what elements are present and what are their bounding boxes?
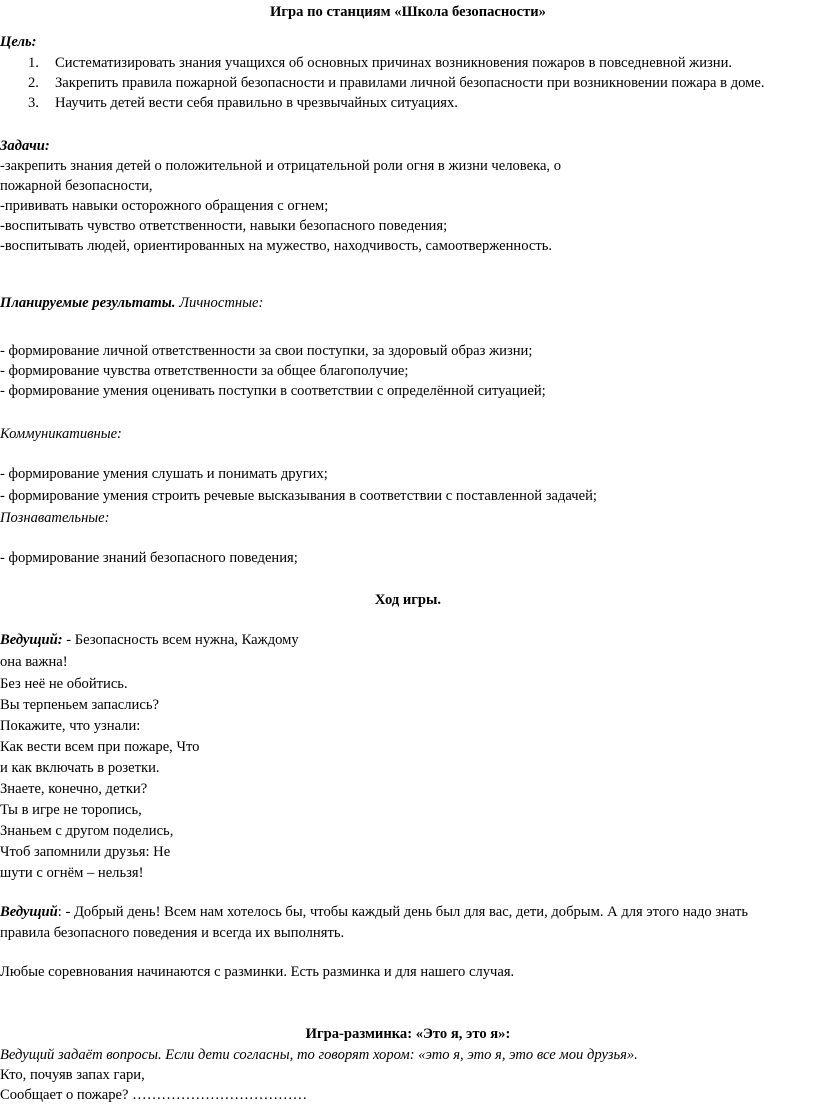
poem-first-line — [0, 630, 299, 650]
warmup-question: Кто, почуяв запах гари, — [0, 1067, 145, 1083]
task-line: -воспитывать чувство ответственности, навыки безопасного поведения; — [0, 218, 448, 234]
results-label: Планируемые результаты. — [0, 295, 176, 311]
warmup-heading: Игра-разминка: «Это я, это я»: — [305, 1026, 511, 1042]
poem-line: Чтоб запомнили друзья: Не — [0, 844, 171, 860]
personal-label: Личностные: — [179, 295, 264, 311]
poem-line: шути с огнём – нельзя! — [0, 865, 144, 881]
goal-text: Закрепить правила пожарной безопасности и правилами личной безопасности при возникновении пожара в доме. — [55, 75, 765, 91]
personal-result: - формирование умения оценивать поступки в соответствии с определённой ситуацией; — [0, 383, 546, 399]
poem-line: Вы терпеньем запаслись? — [0, 697, 159, 713]
poem-text: - Безопасность всем нужна, Каждому — [62, 632, 299, 648]
instruction-rest: «это я, это я, это все мои друзья». — [414, 1047, 638, 1063]
communicative-result: - формирование умения строить речевые высказывания в соответствии с поставленной задачей; — [0, 488, 597, 504]
personal-result: - формирование чувства ответственности за общее благополучие; — [0, 363, 409, 379]
host-label: Ведущий: — [0, 632, 63, 648]
poem-line: Ты в игре не торопись, — [0, 802, 142, 818]
course-heading: Ход игры. — [374, 592, 442, 608]
poem-line: Как вести всем при пожаре, Что — [0, 739, 200, 755]
poem-line: она важна! — [0, 654, 68, 670]
cognitive-result: - формирование знаний безопасного поведения; — [0, 550, 298, 566]
poem-line: Знаньем с другом поделись, — [0, 823, 174, 839]
goal-text: Научить детей вести себя правильно в чрезвычайных ситуациях. — [55, 95, 458, 111]
page-title: Игра по станциям «Школа безопасности» — [270, 4, 546, 20]
host-greeting — [0, 902, 748, 922]
instruction-italic: Ведущий задаёт вопросы. Если дети согласны, то говорят хором: — [0, 1047, 415, 1063]
results-heading — [0, 293, 263, 313]
greeting-text: : - Добрый день! Всем нам хотелось бы, чтобы каждый день был для вас, дети, добрым. А для этого надо знать — [57, 904, 749, 920]
poem-line: Без неё не обойтись. — [0, 676, 128, 692]
poem-line: Покажите, что узнали: — [0, 718, 141, 734]
warmup-question: Сообщает о пожаре? ……………………………… — [0, 1087, 308, 1103]
goal-number: 2. — [28, 75, 39, 91]
greeting-text: правила безопасного поведения и всегда их выполнять. — [0, 925, 345, 941]
warmup-intro: Любые соревнования начинаются с разминки. Есть разминка и для нашего случая. — [0, 964, 515, 980]
poem-line: Знаете, конечно, детки? — [0, 781, 148, 797]
communicative-label: Коммуникативные: — [0, 426, 122, 442]
communicative-result: - формирование умения слушать и понимать других; — [0, 466, 328, 482]
task-line: -закрепить знания детей о положительной и отрицательной роли огня в жизни человека, о — [0, 158, 562, 174]
task-line: -воспитывать людей, ориентированных на мужество, находчивость, самоотверженность. — [0, 238, 553, 254]
goal-number: 1. — [28, 55, 39, 71]
warmup-instruction — [0, 1045, 638, 1065]
tasks-label: Задачи: — [0, 138, 50, 154]
goal-text: Систематизировать знания учащихся об основных причинах возникновения пожаров в повседневной жизни. — [55, 55, 733, 71]
personal-result: - формирование личной ответственности за свои поступки, за здоровый образ жизни; — [0, 343, 533, 359]
task-line: пожарной безопасности, — [0, 178, 153, 194]
task-line: -прививать навыки осторожного обращения с огнем; — [0, 198, 329, 214]
goal-label: Цель: — [0, 34, 37, 50]
cognitive-label: Познавательные: — [0, 510, 110, 526]
goal-number: 3. — [28, 95, 39, 111]
host-label: Ведущий — [0, 904, 58, 920]
poem-line: и как включать в розетки. — [0, 760, 160, 776]
